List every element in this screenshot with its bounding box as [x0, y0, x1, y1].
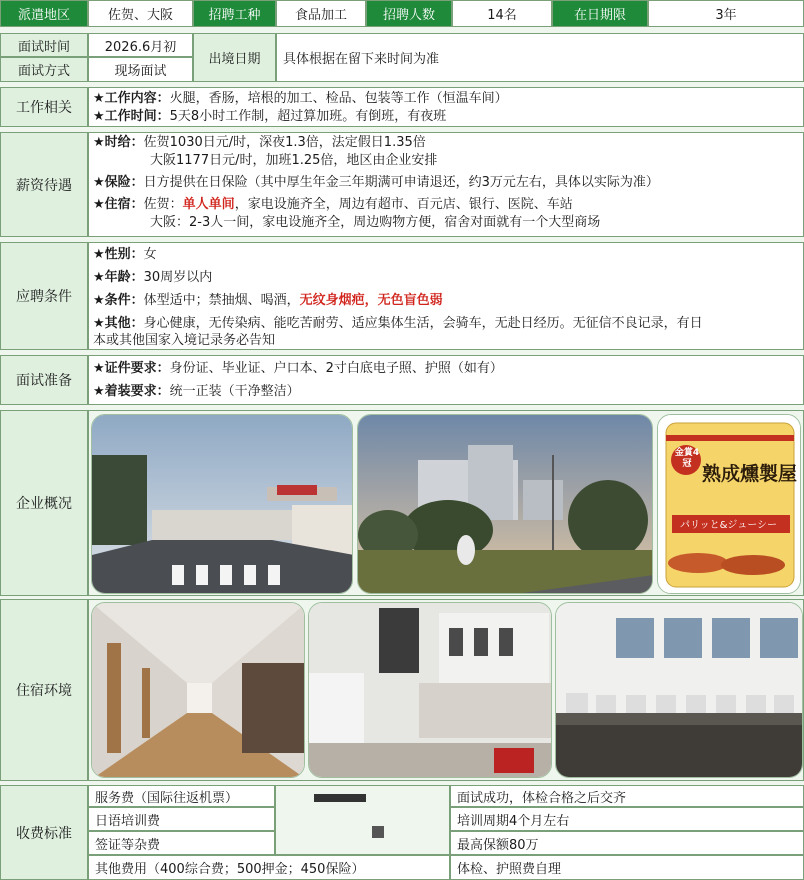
interview-method-label: 面试方式 — [0, 57, 88, 82]
housing-line: ★住宿：佐贺：单人单间，家电设施齐全，周边有超市、百元店、银行、医院、车站 — [93, 197, 573, 212]
documents-line: ★证件要求：身份证、毕业证、户口本、2寸白底电子照、护照（如有） — [93, 361, 503, 376]
count-label: 招聘人数 — [366, 0, 452, 27]
depart-value: 具体根据在留下来时间为准 — [276, 33, 804, 82]
prep-section-body — [88, 355, 804, 405]
pay-line: ★时给：佐贺1030日元/时，深夜1.3倍，法定假日1.35倍 — [93, 135, 426, 150]
salary-section-label: 薪资待遇 — [0, 132, 88, 237]
age-line: ★年龄：30周岁以内 — [93, 270, 213, 285]
dorm-section-label: 住宿环境 — [0, 599, 88, 781]
product-photo — [657, 414, 801, 594]
interview-time-label: 面试时间 — [0, 33, 88, 57]
fee-note-3: 最高保额80万 — [450, 831, 804, 855]
condition-line: ★条件：体型适中；禁抽烟、喝酒，无纹身烟疤，无色盲色弱 — [93, 293, 443, 308]
fee-amount-redacted — [275, 785, 450, 855]
job-value: 食品加工 — [276, 0, 366, 27]
work-section-label: 工作相关 — [0, 87, 88, 127]
fee-note-2: 培训周期4个月左右 — [450, 807, 804, 831]
fee-item-4: 其他费用（400综合费；500押金；450保险） — [88, 855, 450, 880]
pay-line-2: 大阪1177日元/时，加班1.25倍，地区由企业安排 — [150, 153, 438, 168]
requirements-section-label: 应聘条件 — [0, 242, 88, 350]
interview-time-value: 2026.6月初 — [88, 33, 193, 57]
work-section-body — [88, 87, 804, 127]
award-badge: 金賞4冠 — [674, 448, 700, 469]
fee-item-1: 服务费（国际往返机票） — [88, 785, 275, 807]
work-content-line: ★工作内容：火腿，香肠，培根的加工、检品、包装等工作（恒温车间） — [93, 91, 508, 106]
period-value: 3年 — [648, 0, 804, 27]
depart-label: 出境日期 — [193, 33, 276, 82]
fee-note-1: 面试成功，体检合格之后交齐 — [450, 785, 804, 807]
company-photos — [88, 410, 804, 596]
fee-item-2: 日语培训费 — [88, 807, 275, 831]
period-label: 在日期限 — [552, 0, 648, 27]
gender-line: ★性别：女 — [93, 247, 157, 262]
job-label: 招聘工种 — [193, 0, 276, 27]
other-line: ★其他：身心健康，无传染病、能吃苦耐劳、适应集体生活，会骑车，无赴日经历。无征信不良记录，有日 — [93, 316, 703, 331]
dorm-photos — [88, 599, 804, 781]
fee-note-4: 体检、护照费自理 — [450, 855, 804, 880]
washroom-photo — [308, 602, 552, 778]
hallway-photo — [91, 602, 305, 778]
dispatch-value: 佐贺、大阪 — [88, 0, 193, 27]
product-name: 熟成燻製屋 — [702, 463, 798, 485]
other-line-2: 本或其他国家入境记录务必告知 — [93, 333, 276, 348]
factory-building-photo — [357, 414, 653, 594]
prep-section-label: 面试准备 — [0, 355, 88, 405]
company-section-label: 企业概况 — [0, 410, 88, 596]
fees-section-label: 收费标准 — [0, 785, 88, 880]
count-value: 14名 — [452, 0, 552, 27]
interview-method-value: 现场面试 — [88, 57, 193, 82]
dress-line: ★着装要求：统一正装（干净整洁） — [93, 384, 300, 399]
product-tagline: パリッと&ジューシー — [680, 520, 777, 531]
factory-road-photo — [91, 414, 353, 594]
salary-section-body — [88, 132, 804, 237]
work-hours-line: ★工作时间：5天8小时工作制，超过算加班。有倒班，有夜班 — [93, 109, 447, 124]
fee-item-3: 签证等杂费 — [88, 831, 275, 855]
dispatch-label: 派遣地区 — [0, 0, 88, 27]
housing-line-2: 大阪：2-3人一间，家电设施齐全，周边购物方便，宿舍对面就有一个大型商场 — [150, 215, 601, 230]
requirements-section-body — [88, 242, 804, 350]
kitchen-photo — [555, 602, 803, 778]
insurance-line: ★保险：日方提供在日保险（其中厚生年金三年期满可申请退还，约3万元左右，具体以实际为准） — [93, 175, 659, 190]
